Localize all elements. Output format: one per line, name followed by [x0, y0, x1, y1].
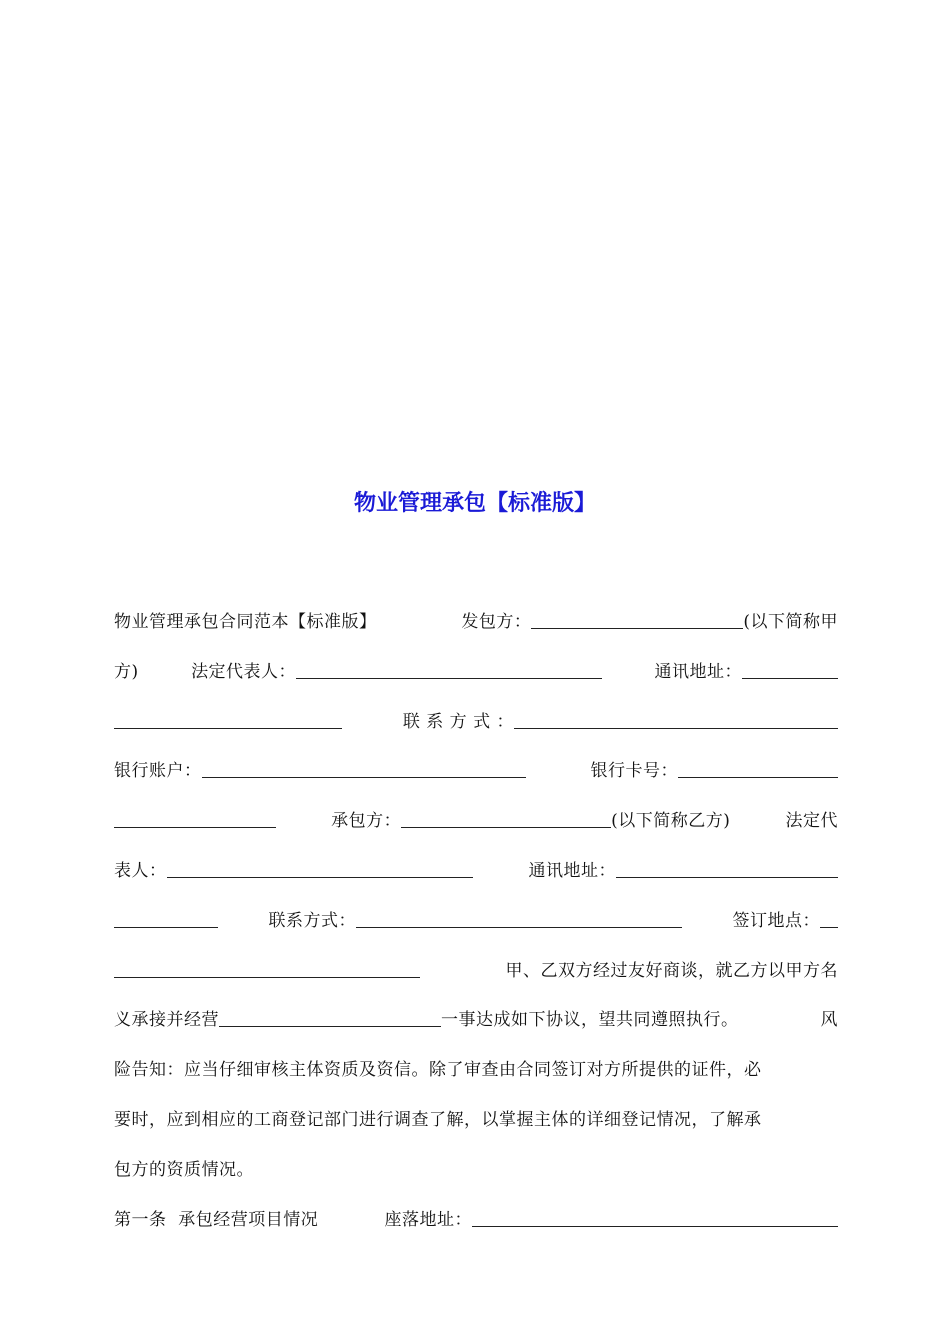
contractor-label: 承包方： — [331, 811, 402, 832]
text-line-9 — [114, 996, 838, 1046]
risk-notice-line-3: 包方的资质情况。 — [114, 1159, 254, 1180]
contact-b-blank[interactable] — [356, 926, 682, 928]
risk-notice-start: 风 — [820, 1010, 838, 1031]
address-a-field — [654, 648, 838, 698]
contractor-blank[interactable] — [401, 826, 611, 828]
address-b-blank[interactable] — [616, 876, 838, 878]
text-line-6 — [114, 847, 838, 897]
sign-place-label: 签订地点： — [732, 910, 820, 931]
article-1-heading: 第一条 承包经营项目情况 — [114, 1209, 319, 1230]
legal-rep-b-label-end: 表人： — [114, 860, 167, 881]
text-line-13 — [114, 1196, 838, 1246]
issuer-field — [461, 598, 838, 648]
project-blank[interactable] — [219, 1025, 441, 1027]
issuer-note: (以下简称甲 — [743, 612, 838, 632]
contract-body — [114, 598, 838, 1245]
agreement-intro: 甲、乙双方经过友好商谈，就乙方以甲方名 — [505, 960, 838, 981]
bank-account-label: 银行账户： — [114, 761, 202, 782]
bank-account-field — [114, 747, 526, 797]
bank-card-field — [591, 747, 839, 797]
address-a-blank[interactable] — [742, 677, 838, 679]
legal-rep-b-field — [114, 847, 473, 897]
text-line-12 — [114, 1146, 838, 1196]
issuer-label: 发包方： — [461, 612, 532, 632]
text-line-5 — [114, 797, 838, 847]
location-blank[interactable] — [472, 1225, 838, 1227]
issuer-note-end: 方) — [114, 661, 139, 682]
legal-rep-b-blank[interactable] — [167, 876, 473, 878]
legal-rep-a-field — [191, 648, 602, 698]
text-line-4 — [114, 747, 838, 797]
legal-rep-b-label-start: 法定代 — [785, 811, 838, 832]
text-line-8 — [114, 947, 838, 997]
project-label: 义承接并经营 — [114, 1010, 219, 1031]
sign-place-blank[interactable] — [820, 926, 838, 928]
text-line-1 — [114, 598, 838, 648]
bank-card-blank-cont[interactable] — [114, 826, 276, 828]
contact-a-blank[interactable] — [514, 727, 838, 729]
contractor-note: (以下简称乙方) — [611, 811, 731, 832]
contact-b-field — [269, 897, 683, 947]
legal-rep-a-blank[interactable] — [296, 677, 602, 679]
location-field — [385, 1196, 839, 1246]
document-title: 物业管理承包【标准版】 — [353, 491, 596, 516]
text-line-11 — [114, 1096, 838, 1146]
contract-name: 物业管理承包合同范本【标准版】 — [114, 612, 377, 632]
address-a-blank-cont[interactable] — [114, 727, 342, 729]
project-field — [114, 996, 739, 1046]
bank-account-blank[interactable] — [202, 776, 526, 778]
address-b-label: 通讯地址： — [528, 860, 616, 881]
risk-notice-line-1: 险告知：应当仔细审核主体资质及资信。除了审查由合同签订对方所提供的证件，必 — [114, 1060, 762, 1081]
bank-card-label: 银行卡号： — [590, 761, 678, 782]
legal-rep-a-label: 法定代表人： — [191, 661, 297, 682]
risk-notice-line-2: 要时，应到相应的工商登记部门进行调查了解，以掌握主体的详细登记情况，了解承 — [114, 1109, 762, 1130]
contact-a-label: 联 系 方 式 ： — [402, 711, 514, 732]
issuer-blank[interactable] — [531, 627, 743, 629]
location-label: 座落地址： — [384, 1209, 472, 1230]
contact-b-label: 联系方式： — [268, 910, 356, 931]
address-b-blank-cont[interactable] — [114, 926, 218, 928]
contractor-field — [331, 797, 730, 847]
text-line-2 — [114, 648, 838, 698]
text-line-10 — [114, 1046, 838, 1096]
sign-place-blank-cont[interactable] — [114, 976, 420, 978]
address-b-field — [529, 847, 839, 897]
text-line-7 — [114, 897, 838, 947]
text-line-3 — [114, 698, 838, 748]
agreement-statement: 一事达成如下协议，望共同遵照执行。 — [441, 1010, 739, 1031]
contact-a-field — [403, 698, 838, 748]
bank-card-blank[interactable] — [678, 776, 838, 778]
sign-place-field — [733, 897, 839, 947]
address-a-label: 通讯地址： — [654, 661, 742, 682]
